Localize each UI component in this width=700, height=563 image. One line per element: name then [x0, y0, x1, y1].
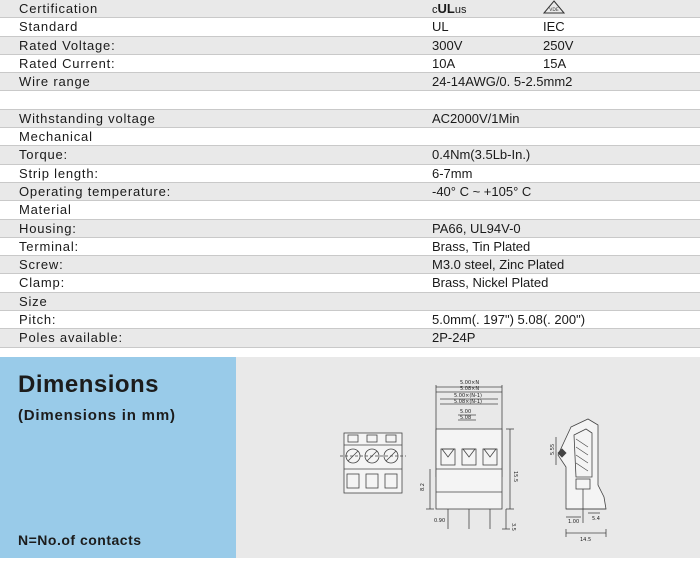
dim-label-side-b: 5.4	[592, 516, 600, 522]
spec-row	[0, 329, 700, 347]
dim-label-pitch-a: 5.00	[460, 409, 472, 415]
spec-row	[0, 128, 700, 146]
spec-value-primary: 6-7mm	[432, 165, 473, 181]
vde-triangle-icon	[543, 0, 565, 14]
spec-value-primary: M3.0 steel, Zinc Plated	[432, 257, 565, 273]
spec-row	[0, 238, 700, 256]
dim-label-pitch-b: 5.08	[460, 415, 472, 421]
dim-label-body: 8.2	[420, 483, 426, 491]
spec-label: Mechanical	[19, 129, 93, 145]
spec-value-primary: 300V	[432, 37, 463, 53]
dim-label-pin-dia: 0.90	[434, 518, 446, 524]
spec-row	[0, 37, 700, 55]
spec-row	[0, 18, 700, 36]
spec-row	[0, 0, 700, 18]
contacts-note: N=No.of contacts	[18, 532, 142, 548]
spec-row	[0, 293, 700, 311]
spec-value-primary: 0.4Nm(3.5Lb-In.)	[432, 147, 531, 163]
spec-value-secondary: IEC	[543, 19, 565, 35]
vde-mark	[543, 0, 565, 19]
spec-row	[0, 274, 700, 292]
spec-label: Material	[19, 202, 72, 218]
dim-label-top-a: 5.00×N	[460, 380, 480, 386]
dim-label-height: 15.5	[512, 471, 518, 483]
dimensions-subtitle: (Dimensions in mm)	[18, 407, 176, 424]
spec-row	[0, 201, 700, 219]
technical-drawing	[236, 357, 700, 558]
spec-label: Withstanding voltage	[19, 110, 156, 126]
spec-value-primary: PA66, UL94V-0	[432, 220, 521, 236]
front-view-drawing	[426, 385, 514, 529]
ul-mark-main: UL	[437, 1, 455, 16]
ul-listed-mark	[432, 0, 466, 19]
spec-value-primary: 5.0mm(. 197") 5.08(. 200")	[432, 312, 586, 328]
spec-value-primary: Brass, Nickel Plated	[432, 275, 549, 291]
ul-mark-suffix: us	[454, 4, 467, 16]
spec-label: Housing:	[19, 220, 77, 236]
spec-value-secondary: 15A	[543, 55, 567, 71]
vde-mark-text: VDE	[549, 8, 559, 13]
spec-value-primary: -40° C ~ +105° C	[432, 183, 532, 199]
ul-mark-prefix: c	[432, 4, 438, 16]
spec-label: Poles available:	[19, 330, 123, 346]
spec-row	[0, 256, 700, 274]
spec-value-secondary: 250V	[543, 37, 574, 53]
spec-value-primary: UL	[432, 19, 449, 35]
dim-label-side-a: 1.00	[568, 519, 580, 525]
spec-label: Rated Current:	[19, 55, 116, 71]
spec-row	[0, 220, 700, 238]
spec-row	[0, 165, 700, 183]
spec-row	[0, 73, 700, 91]
dimensions-panel	[0, 357, 236, 558]
dimensions-title: Dimensions	[18, 371, 160, 398]
top-view-drawing	[340, 433, 406, 493]
spec-row	[0, 110, 700, 128]
spec-value-primary: 10A	[432, 55, 456, 71]
spec-label: Screw:	[19, 257, 64, 273]
spec-row	[0, 146, 700, 164]
spec-row	[0, 183, 700, 201]
dim-label-top-b: 5.08×N	[460, 386, 480, 392]
dim-label-side-w: 14.5	[580, 537, 592, 543]
spec-row	[0, 311, 700, 329]
spec-value-primary: 2P-24P	[432, 330, 476, 346]
spec-label: Wire range	[19, 74, 91, 90]
spec-row	[0, 55, 700, 73]
spec-label: Size	[19, 293, 48, 309]
spec-label: Certification	[19, 1, 99, 16]
technical-drawing-area	[236, 357, 700, 558]
spec-label: Pitch:	[19, 312, 57, 328]
spec-label: Clamp:	[19, 275, 65, 291]
spec-label: Torque:	[19, 147, 68, 163]
spec-label: Terminal:	[19, 238, 79, 254]
spec-row	[0, 91, 700, 109]
spec-value-primary: AC2000V/1Min	[432, 110, 520, 126]
dim-label-pin-len: 3.5	[510, 523, 516, 531]
spec-value-primary: 24-14AWG/0. 5-2.5mm2	[432, 74, 573, 90]
dim-label-side-h: 5.55	[550, 443, 556, 455]
dim-label-top-d: 5.08×(N-1)	[454, 399, 482, 405]
spec-label: Rated Voltage:	[19, 37, 116, 53]
spec-label: Standard	[19, 19, 79, 35]
spec-label: Strip length:	[19, 165, 99, 181]
spec-value-primary: Brass, Tin Plated	[432, 238, 531, 254]
spec-label: Operating temperature:	[19, 183, 172, 199]
dim-label-top-c: 5.00×(N-1)	[454, 393, 482, 399]
